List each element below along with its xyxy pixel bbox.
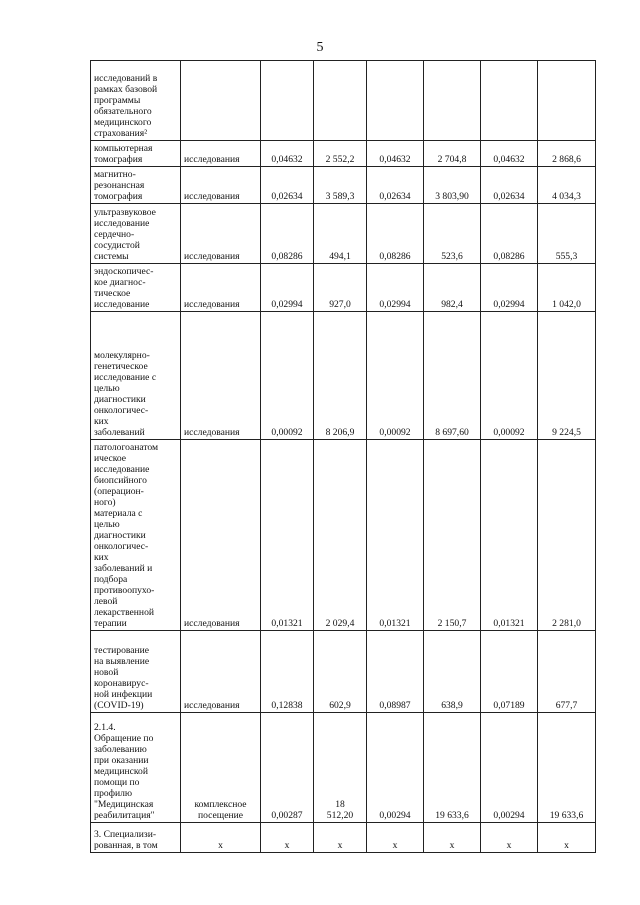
row-value-v3: 0,08286 <box>367 204 424 264</box>
row-value-v3: 0,00294 <box>367 713 424 823</box>
table-row <box>91 264 596 312</box>
row-value-v4 <box>424 61 481 141</box>
row-value-v1: 0,04632 <box>261 141 314 167</box>
row-value-v1: х <box>261 823 314 853</box>
row-value-v4: 19 633,6 <box>424 713 481 823</box>
table-row <box>91 204 596 264</box>
row-value-v1: 0,00287 <box>261 713 314 823</box>
row-name: 3. Специализи- рованная, в том <box>91 823 181 853</box>
row-value-v6: 677,7 <box>538 631 596 713</box>
volume-cost-table <box>90 60 596 853</box>
row-value-v1: 0,01321 <box>261 440 314 631</box>
row-unit: исследования <box>181 204 261 264</box>
row-unit: исследования <box>181 631 261 713</box>
row-value-v3: 0,02994 <box>367 264 424 312</box>
row-value-v6: х <box>538 823 596 853</box>
row-value-v2: 927,0 <box>314 264 367 312</box>
row-value-v4: 523,6 <box>424 204 481 264</box>
table-row <box>91 312 596 440</box>
row-value-v3: 0,00092 <box>367 312 424 440</box>
row-unit <box>181 61 261 141</box>
row-unit: исследования <box>181 312 261 440</box>
row-value-v4: 3 803,90 <box>424 167 481 204</box>
row-value-v6 <box>538 61 596 141</box>
row-value-v2: х <box>314 823 367 853</box>
row-value-v4: 638,9 <box>424 631 481 713</box>
row-value-v4: 982,4 <box>424 264 481 312</box>
row-value-v2: 18 512,20 <box>314 713 367 823</box>
row-value-v2: 602,9 <box>314 631 367 713</box>
row-value-v5: 0,02994 <box>481 264 538 312</box>
row-value-v4: х <box>424 823 481 853</box>
row-unit: исследования <box>181 440 261 631</box>
row-value-v5: х <box>481 823 538 853</box>
table-row <box>91 167 596 204</box>
table-row <box>91 440 596 631</box>
row-unit: исследования <box>181 264 261 312</box>
row-name: тестирование на выявление новой коронавирус- ной инфекции (COVID-19) <box>91 631 181 713</box>
table-row <box>91 61 596 141</box>
row-value-v3 <box>367 61 424 141</box>
row-unit: исследования <box>181 167 261 204</box>
row-value-v1: 0,02994 <box>261 264 314 312</box>
row-value-v5 <box>481 61 538 141</box>
row-value-v5: 0,07189 <box>481 631 538 713</box>
row-value-v3: 0,02634 <box>367 167 424 204</box>
row-value-v1: 0,00092 <box>261 312 314 440</box>
row-value-v6: 9 224,5 <box>538 312 596 440</box>
page-number: 5 <box>316 40 324 55</box>
row-name: патологоанатом ическое исследование биопсийного (операцион- ного) материала с целью диагностики онкологичес- ких заболеваний и подбора противоопухо- левой лекарственной терапии <box>91 440 181 631</box>
row-value-v5: 0,00092 <box>481 312 538 440</box>
row-value-v3: х <box>367 823 424 853</box>
row-name: исследований в рамках базовой программы обязательного медицинского страхования² <box>91 61 181 141</box>
row-unit: х <box>181 823 261 853</box>
table-row <box>91 713 596 823</box>
row-value-v5: 0,00294 <box>481 713 538 823</box>
row-name: 2.1.4. Обращение по заболеванию при оказании медицинской помощи по профилю "Медицинская реабилитация" <box>91 713 181 823</box>
row-value-v6: 19 633,6 <box>538 713 596 823</box>
row-value-v6: 2 281,0 <box>538 440 596 631</box>
table-row <box>91 631 596 713</box>
row-value-v4: 8 697,60 <box>424 312 481 440</box>
row-value-v2: 8 206,9 <box>314 312 367 440</box>
row-unit: исследования <box>181 141 261 167</box>
row-value-v5: 0,02634 <box>481 167 538 204</box>
table-row <box>91 141 596 167</box>
row-value-v1: 0,12838 <box>261 631 314 713</box>
table-row <box>91 823 596 853</box>
row-value-v1: 0,08286 <box>261 204 314 264</box>
row-unit: комплексное посещение <box>181 713 261 823</box>
row-value-v2: 3 589,3 <box>314 167 367 204</box>
row-name: магнитно- резонансная томография <box>91 167 181 204</box>
row-value-v4: 2 704,8 <box>424 141 481 167</box>
row-value-v3: 0,04632 <box>367 141 424 167</box>
row-value-v2: 2 552,2 <box>314 141 367 167</box>
row-value-v2: 494,1 <box>314 204 367 264</box>
row-name: ультразвуковое исследование сердечно- сосудистой системы <box>91 204 181 264</box>
row-value-v5: 0,01321 <box>481 440 538 631</box>
row-value-v6: 4 034,3 <box>538 167 596 204</box>
row-value-v2: 2 029,4 <box>314 440 367 631</box>
row-value-v6: 2 868,6 <box>538 141 596 167</box>
row-value-v5: 0,04632 <box>481 141 538 167</box>
row-value-v6: 1 042,0 <box>538 264 596 312</box>
row-value-v1 <box>261 61 314 141</box>
row-value-v2 <box>314 61 367 141</box>
row-value-v5: 0,08286 <box>481 204 538 264</box>
row-value-v3: 0,08987 <box>367 631 424 713</box>
row-value-v1: 0,02634 <box>261 167 314 204</box>
row-value-v6: 555,3 <box>538 204 596 264</box>
row-name: эндоскопичес- кое диагнос- тическое исследование <box>91 264 181 312</box>
row-value-v4: 2 150,7 <box>424 440 481 631</box>
row-value-v3: 0,01321 <box>367 440 424 631</box>
row-name: компьютерная томография <box>91 141 181 167</box>
row-name: молекулярно- генетическое исследование с целью диагностики онкологичес- ких заболеваний <box>91 312 181 440</box>
